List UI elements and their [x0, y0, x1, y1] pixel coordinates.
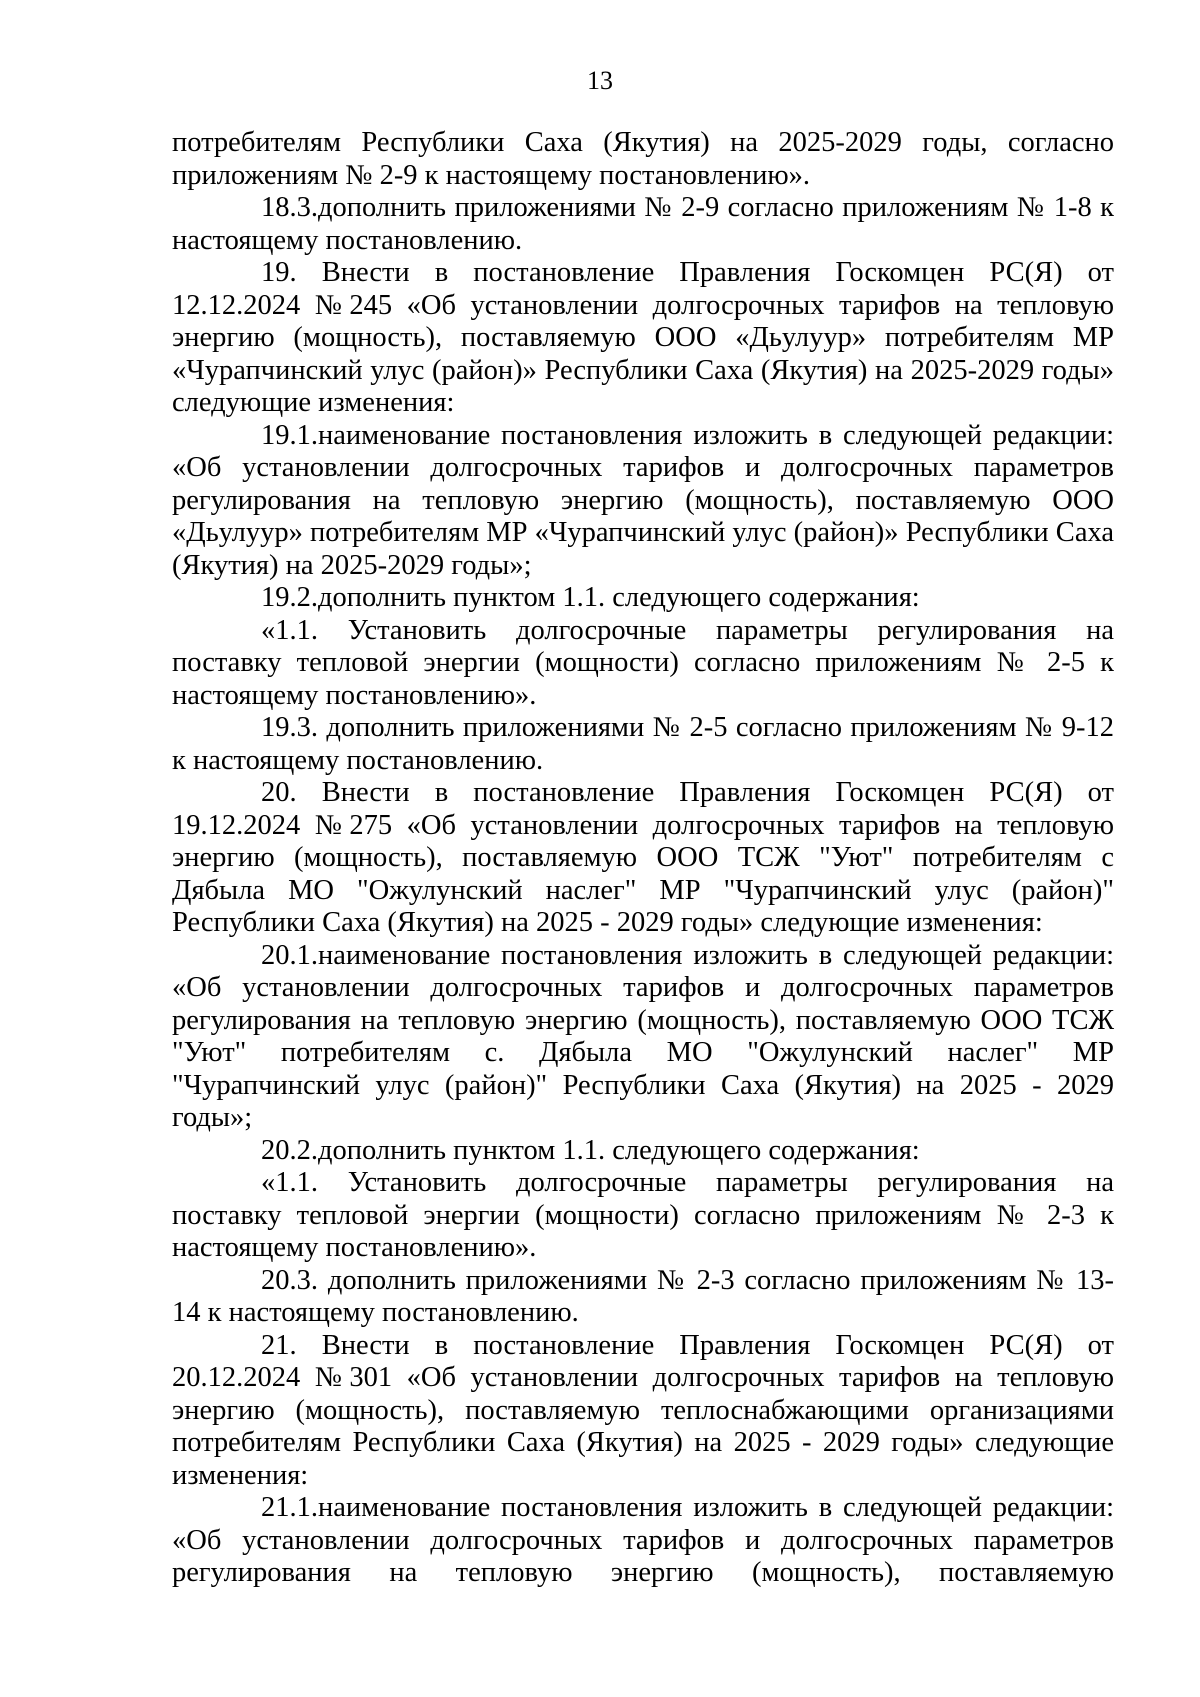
paragraph-19-1: 19.1.наименование постановления изложить в следующей редакции: «Об установлении долгосрочных тарифов и долгосрочных параметров регулирования на тепловую энергию (мощность), поставляемую ООО «Дьулуур» потребителям МР «Чурапчинский улус (район)» Республики Саха (Якутия) на 2025-2029 годы»; — [172, 419, 1114, 581]
paragraph-21-1: 21.1.наименование постановления изложить в следующей редакции: «Об установлении долгосрочных тарифов и долгосрочных параметров регулирования на тепловую энергию (мощность), поставляемую — [172, 1492, 1114, 1588]
page-number: 13 — [587, 66, 613, 95]
document-body — [172, 127, 1114, 1590]
paragraph-18-3: 18.3.дополнить приложениями № 2-9 согласно приложениям № 1-8 к настоящему постановлению. — [172, 192, 1114, 256]
paragraph-20: 20. Внести в постановление Правления Госкомцен РС(Я) от 19.12.2024 №275 «Об установлении долгосрочных тарифов на тепловую энергию (мощность), поставляемую ООО ТСЖ "Уют" потребителям с Дябыла МО "Ожулунский наслег" МР "Чурапчинский улус (район)" Республики Саха (Якутия) на 2025 - 2029 годы» следующие изменения: — [172, 777, 1114, 938]
paragraph-continuation: потребителям Республики Саха (Якутия) на 2025-2029 годы, согласно приложениям № 2-9 к настоящему постановлению». — [172, 127, 1114, 191]
paragraph-20-2-quote: «1.1. Установить долгосрочные параметры регулирования на поставку тепловой энергии (мощности) согласно приложениям № 2-3 к настоящему постановлению». — [172, 1167, 1114, 1263]
paragraph-20-1: 20.1.наименование постановления изложить в следующей редакции: «Об установлении долгосрочных тарифов и долгосрочных параметров регулирования на тепловую энергию (мощность), поставляемую ООО ТСЖ "Уют" потребителям с. Дябыла МО "Ожулунский наслег" МР "Чурапчинский улус (район)" Республики Саха (Якутия) на 2025 - 2029 годы»; — [172, 939, 1114, 1133]
paragraph-21: 21. Внести в постановление Правления Госкомцен РС(Я) от 20.12.2024 №301 «Об установлении долгосрочных тарифов на тепловую энергию (мощность), поставляемую теплоснабжающими организациями потребителям Республики Саха (Якутия) на 2025 - 2029 годы» следующие изменения: — [172, 1329, 1114, 1491]
paragraph-19: 19. Внести в постановление Правления Госкомцен РС(Я) от 12.12.2024 №245 «Об установлении долгосрочных тарифов на тепловую энергию (мощность), поставляемую ООО «Дьулуур» потребителям МР «Чурапчинский улус (район)» Республики Саха (Якутия) на 2025-2029 годы» следующие изменения: — [172, 257, 1114, 418]
paragraph-20-2: 20.2.дополнить пунктом 1.1. следующего содержания: — [261, 1134, 920, 1166]
paragraph-19-3: 19.3. дополнить приложениями № 2-5 согласно приложениям № 9-12 к настоящему постановлению. — [172, 712, 1114, 776]
paragraph-20-3: 20.3. дополнить приложениями № 2-3 согласно приложениям № 13-14 к настоящему постановлению. — [172, 1264, 1114, 1328]
paragraph-19-2-quote: «1.1. Установить долгосрочные параметры регулирования на поставку тепловой энергии (мощности) согласно приложениям № 2-5 к настоящему постановлению». — [172, 614, 1114, 711]
paragraph-19-2: 19.2.дополнить пунктом 1.1. следующего содержания: — [261, 582, 920, 613]
